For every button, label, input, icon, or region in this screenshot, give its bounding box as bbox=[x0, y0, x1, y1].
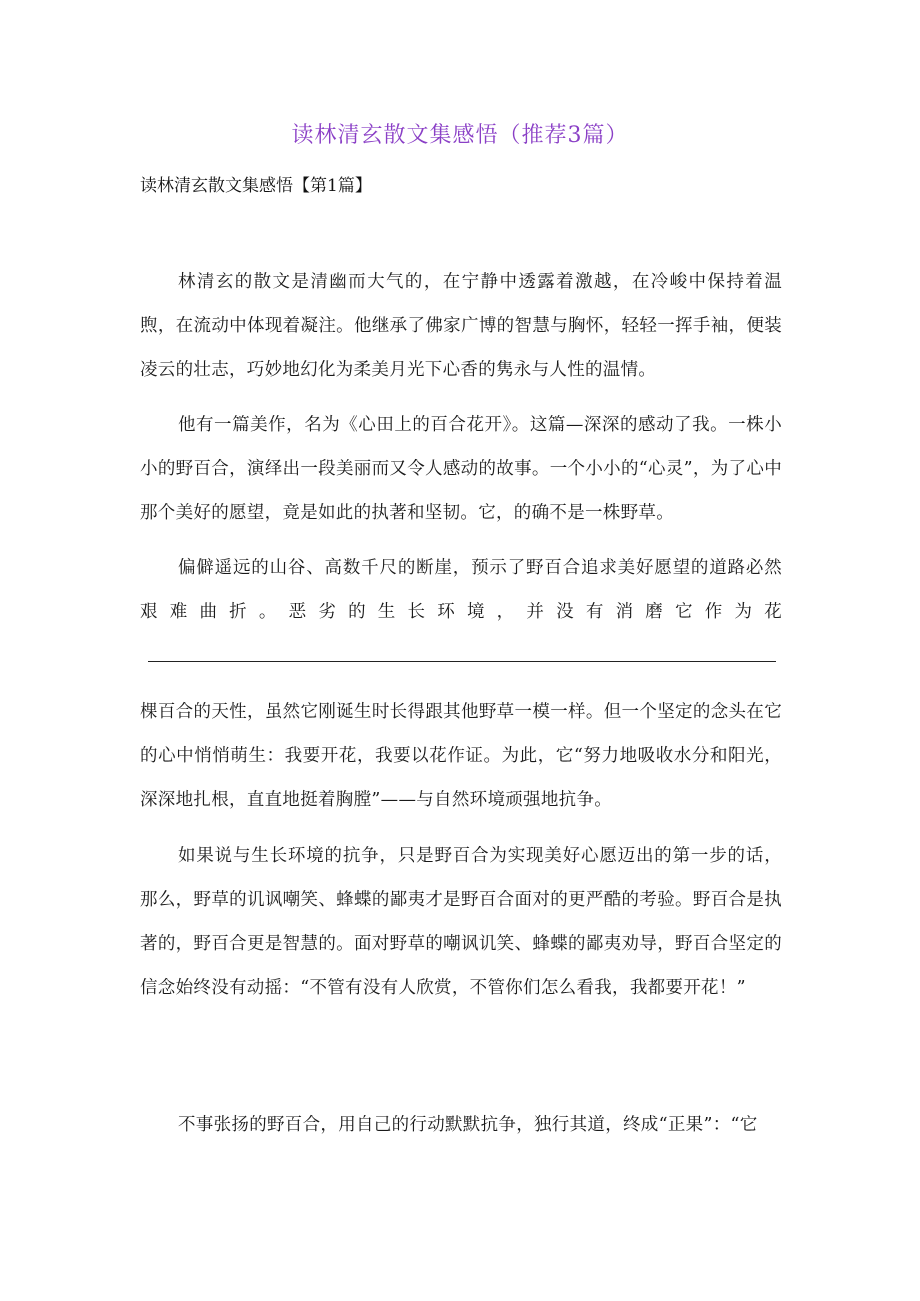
document-title: 读林清玄散文集感悟（推荐3篇） bbox=[291, 123, 629, 148]
blank-underline bbox=[148, 661, 776, 662]
paragraph-3-continued: 棵百合的天性，虽然它刚诞生时长得跟其他野草一模一样。但一个坚定的念头在它的心中悄悄萌生：我要开花，我要以花作证。为此，它“努力地吸收水分和阳光，深深地扎根，直直地挺着胸膛”——与自然环境顽强地抗争。 bbox=[140, 702, 782, 810]
section-heading: 读林清玄散文集感悟【第1篇】 bbox=[140, 176, 372, 196]
paragraph-4: 如果说与生长环境的抗争，只是野百合为实现美好心愿迈出的第一步的话，那么，野草的讥讽嘲笑、蜂蝶的鄙夷才是野百合面对的更严酷的考验。野百合是执著的，野百合更是智慧的。面对野草的嘲讽讥笑、蜂蝶的鄙夷劝导，野百合坚定的信念始终没有动摇：“不管有没有人欣赏，不管你们怎么看我，我都要开花！” bbox=[140, 846, 782, 998]
paragraph-5: 不事张扬的野百合，用自己的行动默默抗争，独行其道，终成“正果”：“它 bbox=[178, 1115, 758, 1135]
paragraph-1: 林清玄的散文是清幽而大气的，在宁静中透露着激越，在冷峻中保持着温煦，在流动中体现着凝注。他继承了佛家广博的智慧与胸怀，轻轻一挥手袖，便装凌云的壮志，巧妙地幻化为柔美月光下心香的隽永与人性的温情。 bbox=[140, 272, 782, 380]
paragraph-2: 他有一篇美作，名为《心田上的百合花开》。这篇—深深的感动了我。一株小小的野百合，演绎出一段美丽而又令人感动的故事。一个小小的“心灵”，为了心中那个美好的愿望，竟是如此的执著和坚韧。它，的确不是一株野草。 bbox=[140, 415, 782, 523]
paragraph-3: 偏僻遥远的山谷、高数千尺的断崖，预示了野百合追求美好愿望的道路必然艰难曲折。恶劣的生长环境，并没有消磨它作为花 bbox=[140, 558, 782, 622]
